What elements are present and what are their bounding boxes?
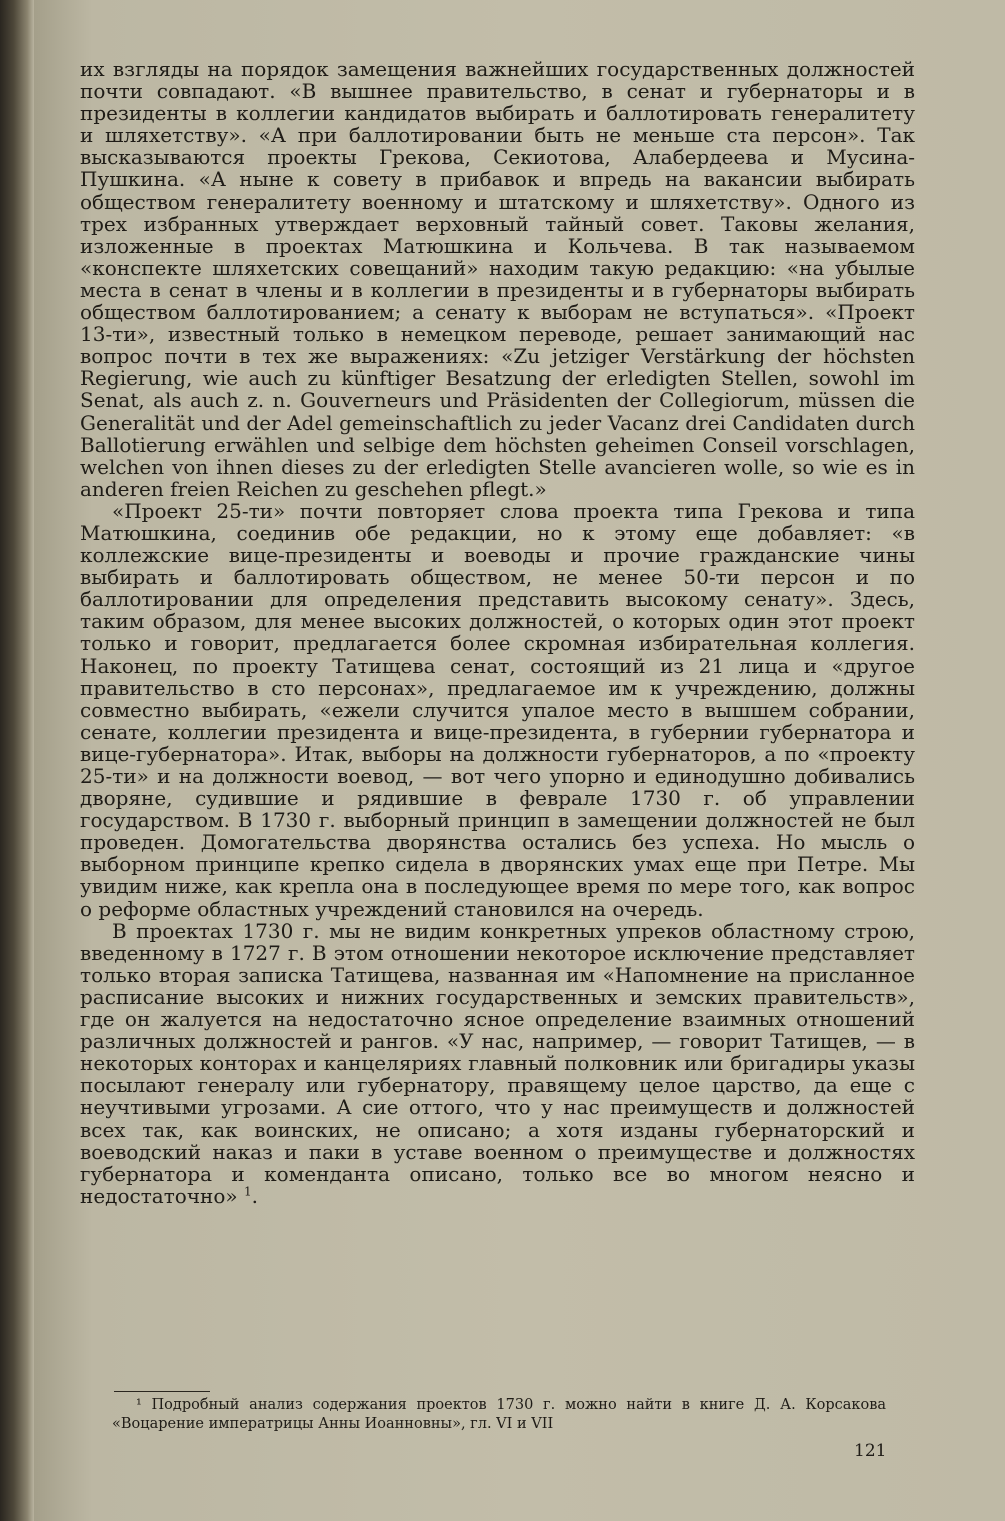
- book-spine-shadow: [0, 0, 34, 1521]
- paragraph-3: В проектах 1730 г. мы не видим конкретных упреков областному строю, введенному в 1727 г. В этом отношении некоторое исключение представляет только вторая записка Татищева, названная им «Напомнение на присланное расписание высоких и нижних государственных и земских правительств», где он жалуется на недостаточно ясное определение взаимных отношений различных должностей и рангов. «У нас, например, — говорит Татищев, — в некоторых конторах и канцеляриях главный полковник или бригадиры указы посылают генералу или губернатору, правящему целое царство, да еще с неучтивыми угрозами. А сие оттого, что у нас преимуществ и должностей всех так, как воинских, не описано; а хотя изданы губернаторский и воеводский наказ и паки в уставе военном о преимуществе и должностях губернатора и коменданта описано, только все во многом неясно и недостаточно» $^1$.: [80, 918, 915, 1208]
- footnote: ¹ Подробный анализ содержания проектов 1730 г. можно найти в книге Д. А. Корсакова «Воцарение императрицы Анны Иоанновны», гл. VI и VII: [112, 1397, 886, 1432]
- paragraph-1: их взгляды на порядок замещения важнейших государственных должностей почти совпадают. «В вышнее правительство, в сенат и губернаторы и в президенты в коллегии кандидатов выбирать и баллотировать генералитету и шляхетству». «А при баллотировании быть не меньше ста персон». Так высказываются проекты Грекова, Секиотова, Алабердеева и Мусина-Пушкина. «А ныне к совету в прибавок и впредь на вакансии выбирать обществом генералитету военному и штатскому и шляхетству». Одного из трех избранных утверждает верховный тайный совет. Таковы желания, изложенные в проектах Матюшкина и Кольчева. В так называемом «конспекте шляхетских совещаний» находим такую редакцию: «на убылые места в сенат в члены и в коллегии в президенты и в губернаторы выбирать обществом баллотированием; а сенату к выборам не вступаться». «Проект 13-ти», известный только в немецком переводе, решает занимающий нас вопрос почти в тех же выражениях: «Zu jetziger Verstärkung der höchsten Regierung, wie auch zu künftiger Besatzung der erledigten Stellen, sowohl im Senat, als auch z. n. Gouverneurs und Präsidenten der Collegiorum, müssen die Generalität und der Adel gemeinschaftlich zu jeder Vacanz drei Candidaten durch Ballotierung erwählen und selbige dem höchsten geheimen Conseil vorschlagen, welchen von ihnen dieses zu der erledigten Stelle avancieren wolle, so wie es in anderen freien Reichen zu geschehen pflegt.»: [80, 57, 915, 501]
- footnote-divider: [114, 1391, 210, 1392]
- paragraph-3-text: В проектах 1730 г. мы не видим конкретных упреков областному строю, введенному в 1727 г. В этом отношении некоторое исключение представляет только вторая записка Татищева, названная им «Напомнение на присланное расписание высоких и нижних государственных и земских правительств», где он жалуется на недостаточно ясное определение взаимных отношений различных должностей и рангов. «У нас, например, — говорит Татищев, — в некоторых конторах и канцеляриях главный полковник или бригадиры указы посылают генералу или губернатору, правящему целое царство, да еще с неучтивыми угрозами. А сие оттого, что у нас преимуществ и должностей всех так, как воинских, не описано; а хотя изданы губернаторский и воеводский наказ и паки в уставе военном о преимуществе и должностях губернатора и коменданта описано, только все во многом неясно и недостаточно»: [80, 918, 915, 1208]
- footnote-reference: 1: [244, 1184, 252, 1199]
- book-page: [34, 0, 1005, 1521]
- page-number: 121: [854, 1441, 887, 1461]
- paragraph-2: «Проект 25-ти» почти повторяет слова проекта типа Грекова и типа Матюшкина, соединив обе редакции, но к этому еще добавляет: «в коллежские вице-президенты и воеводы и прочие гражданские чины выбирать и баллотировать обществом, не менее 50-ти персон и по баллотировании для определения представить высокому сенату». Здесь, таким образом, для менее высоких должностей, о которых один этот проект только и говорит, предлагается более скромная избирательная коллегия. Наконец, по проекту Татищева сенат, состоящий из 21 лица и «другое правительство в сто персонах», предлагаемое им к учреждению, должны совместно выбирать, «ежели случится упалое место в вышшем собрании, сенате, коллегии президента и вице-президента, в губернии губернатора и вице-губернатора». Итак, выборы на должности губернаторов, а по «проекту 25-ти» и на должности воевод, — вот чего упорно и единодушно добивались дворяне, судившие и рядившие в феврале 1730 г. об управлении государством. В 1730 г. выборный принцип в замещении должностей не был проведен. Домогательства дворянства остались без успеха. Но мысль о выборном принципе крепко сидела в дворянских умах еще при Петре. Мы увидим ниже, как крепла она в последующее время по мере того, как вопрос о реформе областных учреждений становился на очередь.: [80, 498, 915, 921]
- main-text: [80, 58, 915, 1207]
